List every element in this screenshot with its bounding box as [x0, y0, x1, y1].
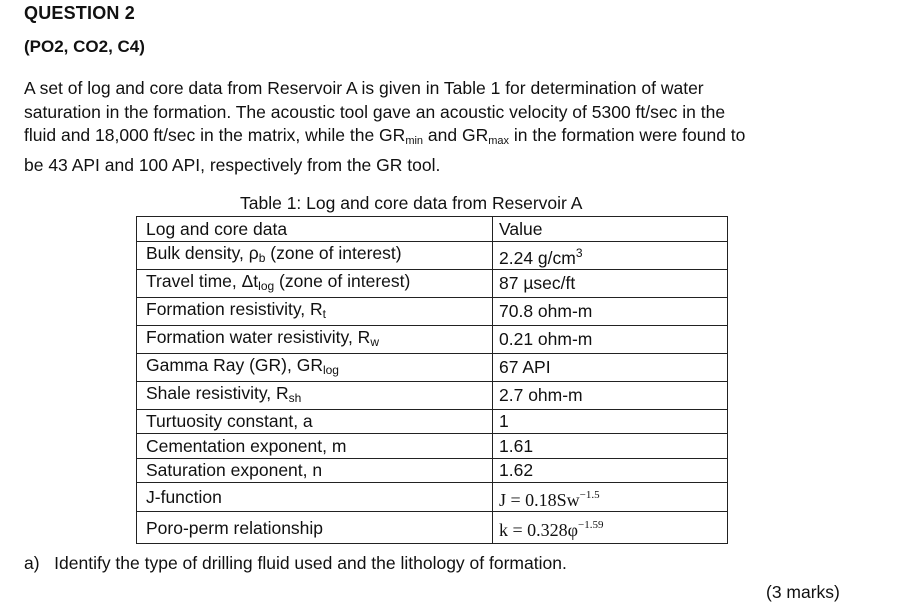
paragraph-line-2: saturation in the formation. The acoustic tool gave an acoustic velocity of 5300 ft/sec in the: [24, 101, 726, 122]
header-value: Value: [493, 217, 728, 242]
header-log-and-core-data: Log and core data: [137, 217, 493, 242]
table-caption: Table 1: Log and core data from Reservoir A: [240, 193, 583, 213]
row-label: Travel time, Δtlog (zone of interest): [137, 269, 493, 297]
row-value: 70.8 ohm-m: [493, 297, 728, 325]
table-row: [137, 483, 728, 512]
table-row: [137, 512, 728, 544]
row-value: 0.21 ohm-m: [493, 325, 728, 353]
log-core-data-table: [136, 216, 728, 544]
row-value: 1: [493, 409, 728, 434]
paragraph-line-4: be 43 API and 100 API, respectively from the GR tool.: [24, 154, 441, 175]
table-row: [137, 409, 728, 434]
paragraph-line-3: fluid and 18,000 ft/sec in the matrix, while the $GR_{min}$ and $GR_{max}$ in the formation were found to: [24, 125, 746, 147]
table-row: [137, 434, 728, 459]
sub-question-a: a) Identify the type of drilling fluid used and the lithology of formation.: [24, 553, 567, 573]
table-row: [137, 241, 728, 269]
row-value: 1.62: [493, 458, 728, 483]
question-paragraph: [24, 77, 874, 177]
table-row: [137, 353, 728, 381]
row-value-equation: $J = 0.18Sw^{-1.5}$: [493, 483, 728, 512]
row-label: Turtuosity constant, a: [137, 409, 493, 434]
row-label: Saturation exponent, n: [137, 458, 493, 483]
row-value: 1.61: [493, 434, 728, 459]
question-title: QUESTION 2: [24, 3, 136, 23]
row-value: 87 µsec/ft: [493, 269, 728, 297]
row-label: Shale resistivity, Rsh: [137, 381, 493, 409]
table-row: [137, 269, 728, 297]
row-value-equation: $k = 0.328\varphi^{-1.59}$: [493, 512, 728, 544]
row-label: Gamma Ray (GR), GRlog: [137, 353, 493, 381]
marks-label: (3 marks): [766, 582, 840, 602]
row-label: Formation water resistivity, Rw: [137, 325, 493, 353]
row-value: 2.24 $g/cm^3$: [493, 241, 728, 269]
table-row: [137, 381, 728, 409]
row-value: 2.7 ohm-m: [493, 381, 728, 409]
table-row: [137, 297, 728, 325]
paragraph-line-1: A set of log and core data from Reservoir A is given in Table 1 for determination of water: [24, 78, 704, 98]
table-header-row: [137, 217, 728, 242]
row-label: Formation resistivity, Rt: [137, 297, 493, 325]
row-label: Cementation exponent, m: [137, 434, 493, 459]
table-row: [137, 458, 728, 483]
row-label: Bulk density, ρb (zone of interest): [137, 241, 493, 269]
row-label: Poro-perm relationship: [137, 512, 493, 544]
table-row: [137, 325, 728, 353]
row-value: 67 API: [493, 353, 728, 381]
question-codes: (PO2, CO2, C4): [24, 37, 145, 56]
row-label: J-function: [137, 483, 493, 512]
